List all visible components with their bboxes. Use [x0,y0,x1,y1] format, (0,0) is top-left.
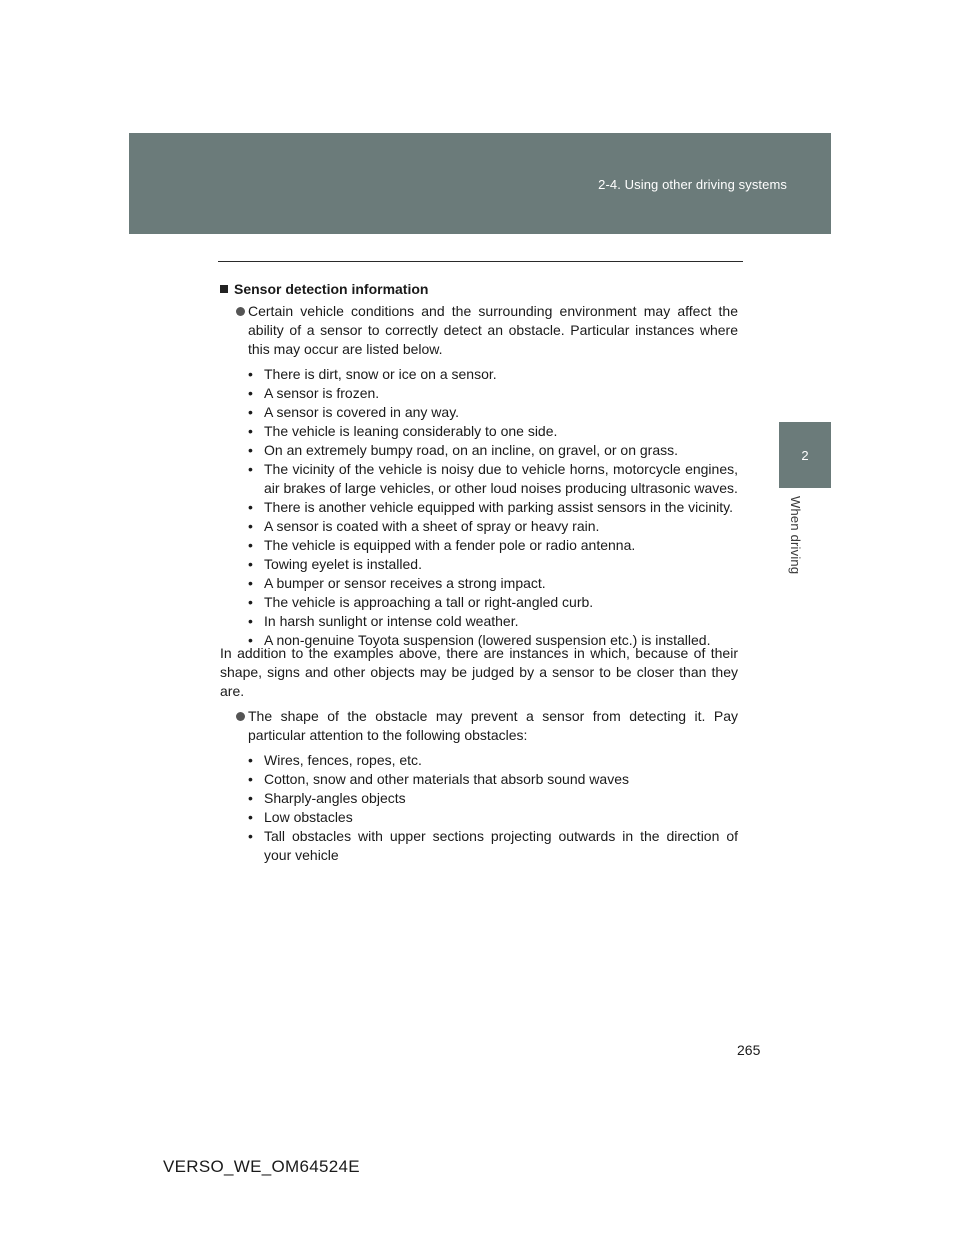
paragraph-conditions-text: Certain vehicle conditions and the surrounding environment may affect the ability of a sensor to correctly detect an obstacle. Particular instances where this may occur are listed below. [248,303,738,357]
list-item: • The vehicle is leaning considerably to one side. [248,422,738,441]
list-item: • Cotton, snow and other materials that absorb sound waves [248,770,738,789]
list-item: • Towing eyelet is installed. [248,555,738,574]
list-item: • A sensor is covered in any way. [248,403,738,422]
list-item: • There is dirt, snow or ice on a sensor. [248,365,738,384]
list-item: • A sensor is coated with a sheet of spray or heavy rain. [248,517,738,536]
list-item: • Tall obstacles with upper sections projecting outwards in the direction of your vehicle [248,827,738,865]
page-number: 265 [737,1042,761,1058]
section-heading-text: Sensor detection information [234,281,429,297]
obstacles-list [248,751,738,865]
paragraph-shape [234,707,738,745]
list-item: • On an extremely bumpy road, on an incline, on gravel, or on grass. [248,441,738,460]
chapter-number: 2 [801,448,809,463]
list-item: • In harsh sunlight or intense cold weather. [248,612,738,631]
square-bullet-icon [220,285,228,293]
paragraph-conditions [234,302,738,359]
list-item: • A bumper or sensor receives a strong impact. [248,574,738,593]
section-title: 2-4. Using other driving systems [598,177,787,192]
list-item: • Wires, fences, ropes, etc. [248,751,738,770]
list-item: • The vicinity of the vehicle is noisy due to vehicle horns, motorcycle engines, air brakes of large vehicles, or other loud noises producing ultrasonic waves. [248,460,738,498]
list-item: • Low obstacles [248,808,738,827]
paragraph-examples: In addition to the examples above, there are instances in which, because of their shape, signs and other objects may be judged by a sensor to be closer than they are. [220,645,738,699]
circle-bullet-icon [236,712,245,721]
chapter-tab [779,422,831,488]
section-heading [220,280,738,299]
list-item: • The vehicle is equipped with a fender pole or radio antenna. [248,536,738,555]
main-content [220,280,738,865]
list-item: • Sharply-angles objects [248,789,738,808]
circle-bullet-icon [236,307,245,316]
list-item: • The vehicle is approaching a tall or right-angled curb. [248,593,738,612]
list-item: • A sensor is frozen. [248,384,738,403]
list-item: • A non-genuine Toyota suspension (lowered suspension etc.) is installed. [248,631,738,650]
paragraph-shape-text: The shape of the obstacle may prevent a sensor from detecting it. Pay particular attention to the following obstacles: [248,708,738,743]
chapter-label: When driving [788,496,803,575]
conditions-list [248,365,738,650]
list-item: • There is another vehicle equipped with parking assist sensors in the vicinity. [248,498,738,517]
section-divider [218,261,743,262]
header-band [129,133,831,234]
document-code: VERSO_WE_OM64524E [163,1157,360,1176]
